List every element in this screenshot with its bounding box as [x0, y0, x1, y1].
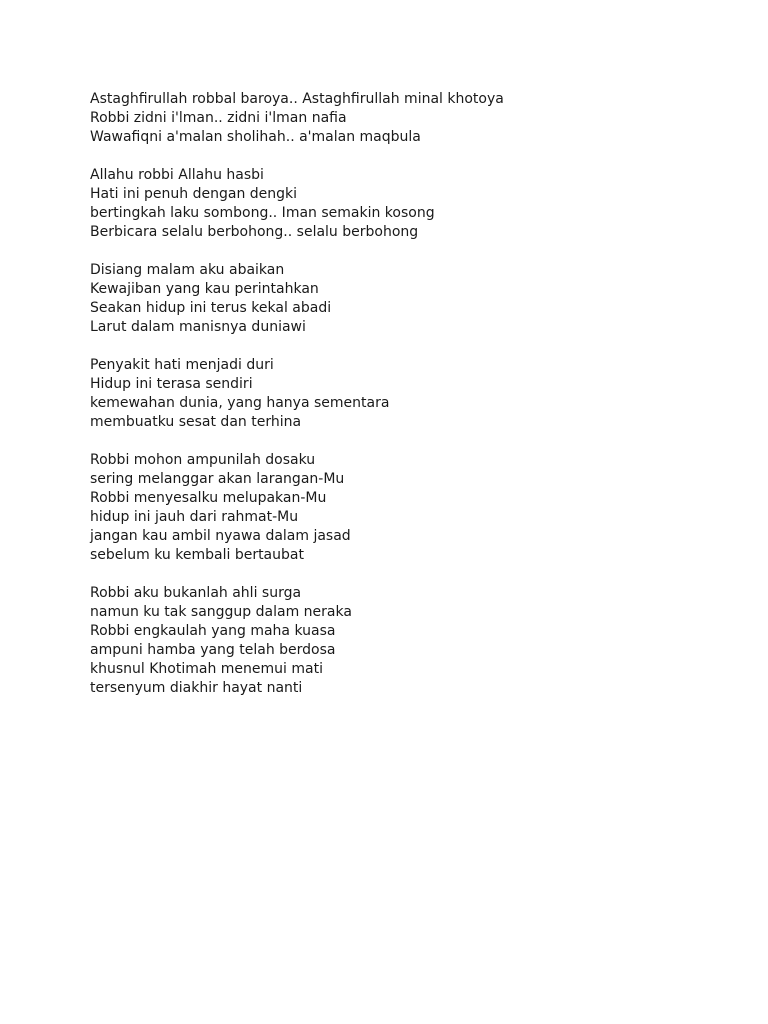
lyric-line: Astaghfirullah robbal baroya.. Astaghfirullah minal khotoya [90, 91, 504, 107]
stanza-3 [90, 261, 730, 337]
stanza-4 [90, 356, 730, 432]
lyric-line: Disiang malam aku abaikan [90, 262, 285, 278]
lyric-line: Robbi engkaulah yang maha kuasa [90, 623, 336, 639]
lyric-line: khusnul Khotimah menemui mati [90, 661, 323, 677]
lyric-line: jangan kau ambil nyawa dalam jasad [90, 528, 351, 544]
lyric-line: Seakan hidup ini terus kekal abadi [90, 300, 332, 316]
lyric-line: bertingkah laku sombong.. Iman semakin kosong [90, 205, 435, 221]
lyric-line: Robbi aku bukanlah ahli surga [90, 585, 302, 601]
lyric-line: namun ku tak sanggup dalam neraka [90, 604, 352, 620]
lyric-line: Berbicara selalu berbohong.. selalu berbohong [90, 224, 419, 240]
stanza-2 [90, 166, 730, 242]
lyric-line: Hati ini penuh dengan dengki [90, 186, 298, 202]
lyric-line: Allahu robbi Allahu hasbi [90, 167, 264, 183]
lyric-line: Robbi mohon ampunilah dosaku [90, 452, 316, 468]
lyric-line: sebelum ku kembali bertaubat [90, 547, 304, 563]
lyric-line: Penyakit hati menjadi duri [90, 357, 274, 373]
lyric-line: Robbi zidni i'lman.. zidni i'lman nafia [90, 110, 347, 126]
lyric-line: Wawafiqni a'malan sholihah.. a'malan maqbula [90, 129, 421, 145]
stanza-1 [90, 90, 730, 147]
lyric-line: Robbi menyesalku melupakan-Mu [90, 490, 327, 506]
lyrics-body [90, 90, 730, 717]
stanza-6 [90, 584, 730, 698]
lyric-line: Hidup ini terasa sendiri [90, 376, 253, 392]
lyric-line: sering melanggar akan larangan-Mu [90, 471, 345, 487]
lyric-line: tersenyum diakhir hayat nanti [90, 680, 303, 696]
lyric-line: ampuni hamba yang telah berdosa [90, 642, 336, 658]
stanza-5 [90, 451, 730, 565]
lyric-line: Larut dalam manisnya duniawi [90, 319, 306, 335]
lyric-line: kemewahan dunia, yang hanya sementara [90, 395, 390, 411]
lyric-line: Kewajiban yang kau perintahkan [90, 281, 319, 297]
lyric-line: hidup ini jauh dari rahmat-Mu [90, 509, 299, 525]
lyric-line: membuatku sesat dan terhina [90, 414, 302, 430]
